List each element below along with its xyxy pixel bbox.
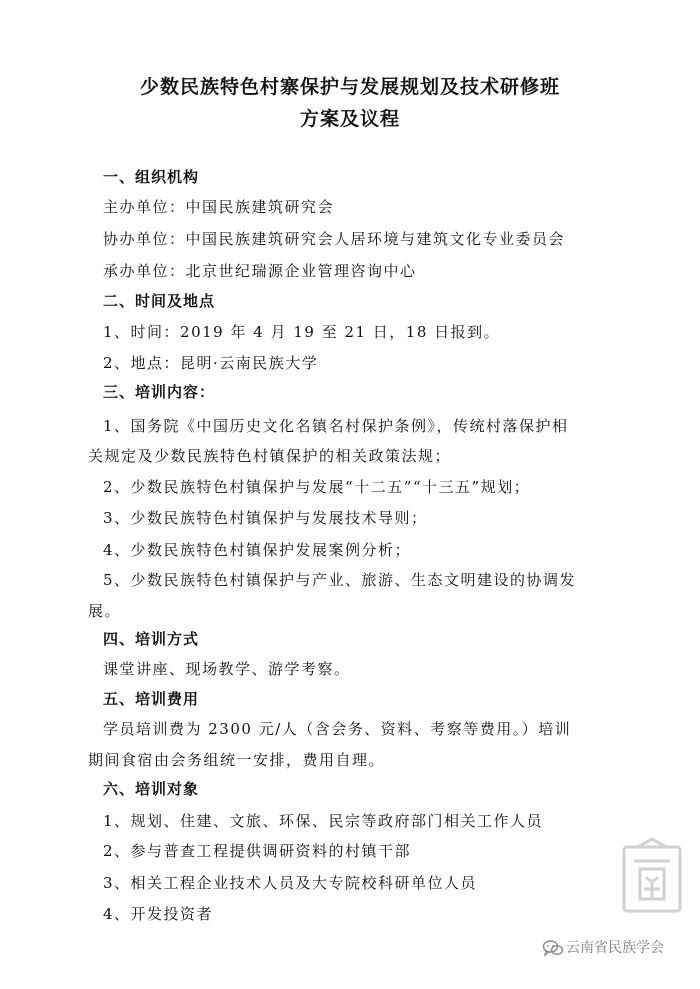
section-heading-content: 三、培训内容： xyxy=(103,383,216,401)
org-host: 主办单位：中国民族建筑研究会 xyxy=(103,198,335,216)
content-item-1b: 关规定及少数民族特色村镇保护的相关政策法规； xyxy=(88,447,452,465)
target-item-3: 3、相关工程企业技术人员及大专院校科研单位人员 xyxy=(103,874,478,892)
fee-text-b: 期间食宿由会务组统一安排，费用自理。 xyxy=(88,751,386,769)
watermark-label xyxy=(542,937,700,957)
section-heading-org: 一、组织机构 xyxy=(103,168,200,186)
content-item-1a: 1、国务院《中国历史文化名镇名村保护条例》，传统村落保护相 xyxy=(103,417,569,435)
method-text: 课堂讲座、现场教学、游学考察。 xyxy=(103,660,351,678)
section-heading-time: 二、时间及地点 xyxy=(103,292,216,310)
document-title: 少数民族特色村寨保护与发展规划及技术研修班 xyxy=(139,76,560,98)
watermark-account-name: 云南省民族学会 xyxy=(566,940,664,956)
content-item-2: 2、少数民族特色村镇保护与发展“十二五”“十三五”规划； xyxy=(103,478,531,496)
watermark xyxy=(542,837,692,977)
fee-text-a: 学员培训费为 2300 元/人（含会务、资料、考察等费用。）培训 xyxy=(103,720,572,738)
target-item-4: 4、开发投资者 xyxy=(103,905,214,923)
document-subtitle: 方案及议程 xyxy=(299,108,400,130)
content-item-3: 3、少数民族特色村镇保护与发展技术导则； xyxy=(103,509,428,527)
org-co-host: 协办单位：中国民族建筑研究会人居环境与建筑文化专业委员会 xyxy=(103,230,566,248)
content-item-4: 4、少数民族特色村镇保护发展案例分析； xyxy=(103,541,412,559)
section-heading-method: 四、培训方式 xyxy=(103,630,200,648)
time-date: 1、时间：2019 年 4 月 19 至 21 日，18 日报到。 xyxy=(103,323,501,341)
content-item-5a: 5、少数民族特色村镇保护与产业、旅游、生态文明建设的协调发 xyxy=(103,571,577,589)
target-item-1: 1、规划、住建、文旅、环保、民宗等政府部门相关工作人员 xyxy=(103,812,544,830)
section-heading-fee: 五、培训费用 xyxy=(103,690,200,708)
org-organizer: 承办单位：北京世纪瑞源企业管理咨询中心 xyxy=(103,262,417,280)
time-place: 2、地点：昆明·云南民族大学 xyxy=(103,354,319,372)
section-heading-target: 六、培训对象 xyxy=(103,780,200,798)
target-item-2: 2、参与普查工程提供调研资料的村镇干部 xyxy=(103,842,412,860)
seal-logo-icon xyxy=(620,837,684,915)
content-item-5b: 展。 xyxy=(88,602,122,620)
wechat-icon xyxy=(542,939,564,957)
